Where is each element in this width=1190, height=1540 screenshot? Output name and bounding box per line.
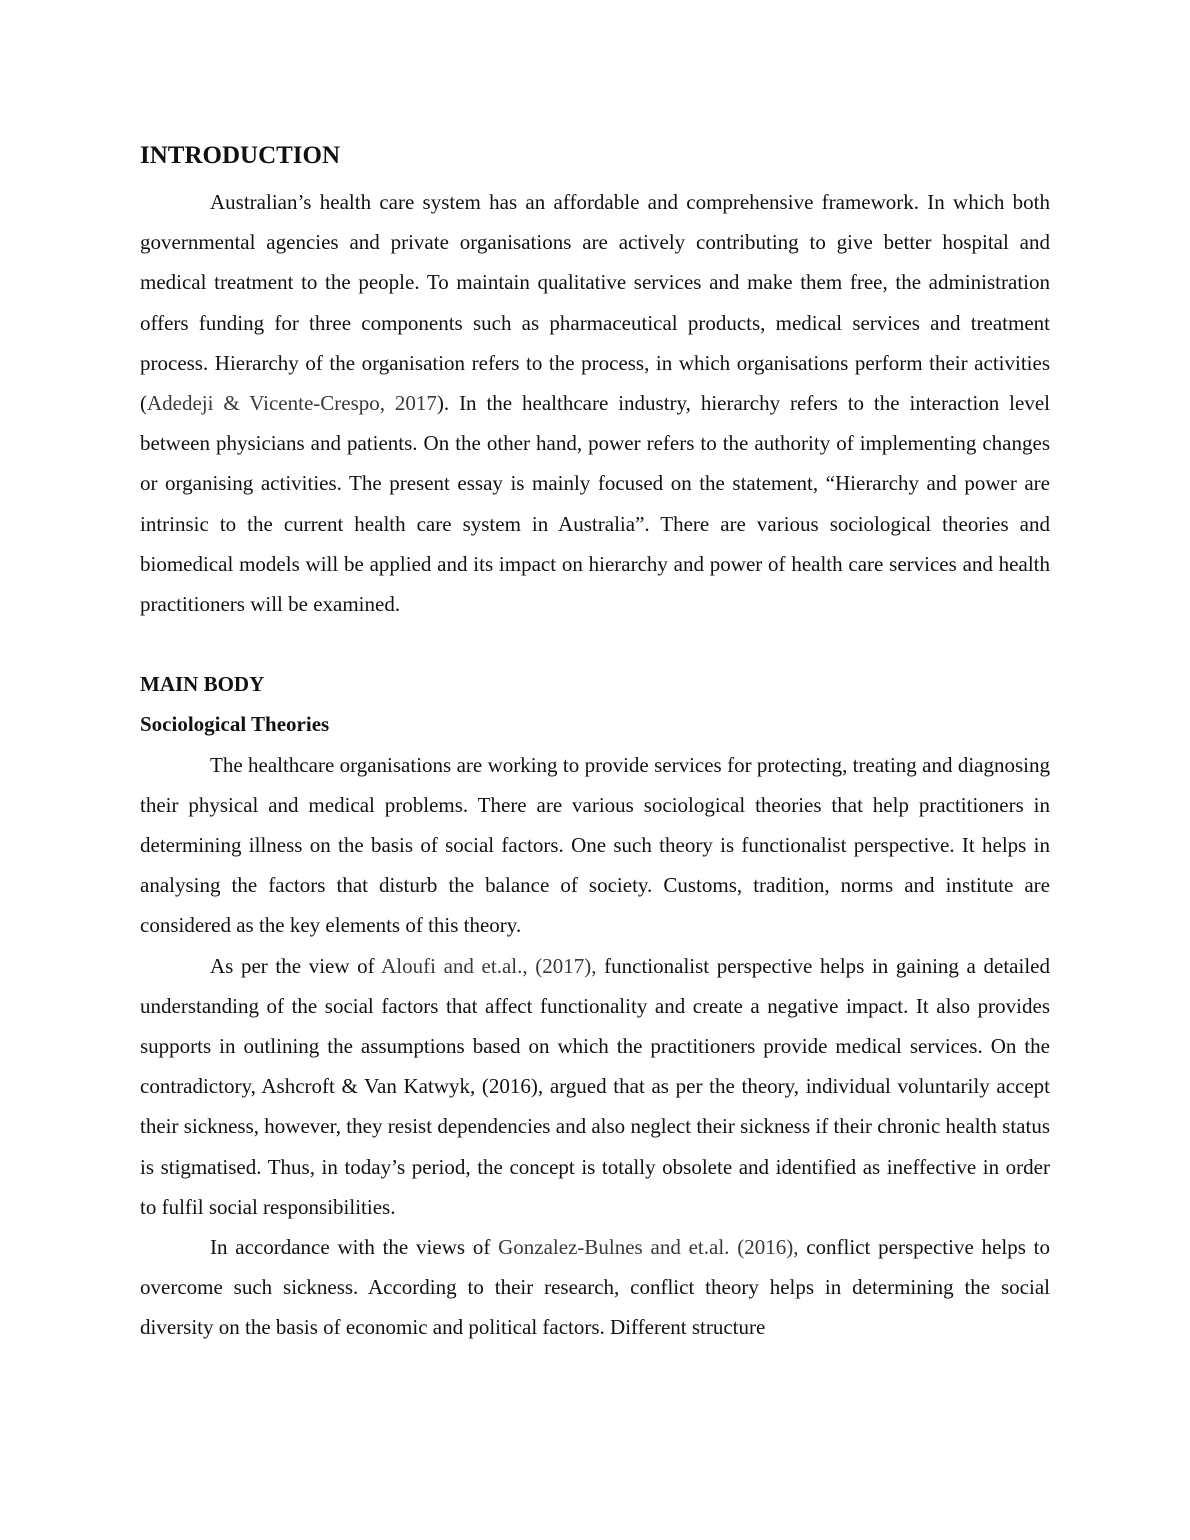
citation-aloufi: Aloufi and et.al., (2017), bbox=[381, 953, 597, 978]
document-page bbox=[140, 138, 1050, 1348]
p3-text-part-1: As per the view of bbox=[210, 953, 382, 978]
sociological-theories-subheading: Sociological Theories bbox=[140, 712, 330, 737]
citation-adedeji: Adedeji & Vicente-Crespo, 2017 bbox=[147, 391, 437, 416]
introduction-paragraph bbox=[140, 182, 1050, 624]
functionalist-perspective-paragraph bbox=[140, 946, 1050, 1227]
p4-text-part-2: conflict perspective helps to overcome such sickness. According to their research, conflict theory helps in determining the social diversity on the basis of economic and political factors. Different structure bbox=[140, 1235, 1051, 1340]
citation-gonzalez-bulnes: Gonzalez-Bulnes and et.al. (2016), bbox=[498, 1235, 799, 1260]
p4-text-part-1: In accordance with the views of bbox=[210, 1235, 499, 1260]
introduction-heading: INTRODUCTION bbox=[140, 142, 341, 169]
intro-text-part-1: Australian’s health care system has an affordable and comprehensive framework. In which both governmental agencies and private organisations are actively contributing to give better hospital and medical treatment to the people. To maintain qualitative services and make them free, the administration offers funding for three components such as pharmaceutical products, medical services and treatment process. Hierarchy of the organisation refers to the process, in which organisations perform their activities ( bbox=[140, 190, 1050, 416]
healthcare-organisations-paragraph: The healthcare organisations are working to provide services for protecting, treating and diagnosing their physical and medical problems. There are various sociological theories that help practitioners in determining illness on the basis of social factors. One such theory is functionalist perspective. It helps in analysing the factors that disturb the balance of society. Customs, tradition, norms and institute are considered as the key elements of this theory. bbox=[140, 752, 1050, 938]
intro-text-part-2: ). In the healthcare industry, hierarchy refers to the interaction level between physicians and patients. On the other hand, power refers to the authority of implementing changes or organising activities. The present essay is mainly focused on the statement, “Hierarchy and power are intrinsic to the current health care system in Australia”. There are various sociological theories and biomedical models will be applied and its impact on hierarchy and power of health care services and health practitioners will be examined. bbox=[140, 391, 1050, 617]
section-spacer bbox=[140, 624, 1050, 664]
conflict-perspective-paragraph bbox=[140, 1227, 1050, 1348]
main-body-heading: MAIN BODY bbox=[140, 672, 265, 697]
p3-text-part-2: functionalist perspective helps in gaining a detailed understanding of the social factors that affect functionality and create a negative impact. It also provides supports in outlining the assumptions based on which the practitioners provide medical services. On the contradictory, Ashcroft & Van Katwyk, (2016), argued that as per the theory, individual voluntarily accept their sickness, however, they resist dependencies and also neglect their sickness if their chronic health status is stigmatised. Thus, in today’s period, the concept is totally obsolete and identified as ineffective in order to fulfil social responsibilities. bbox=[140, 953, 1050, 1219]
